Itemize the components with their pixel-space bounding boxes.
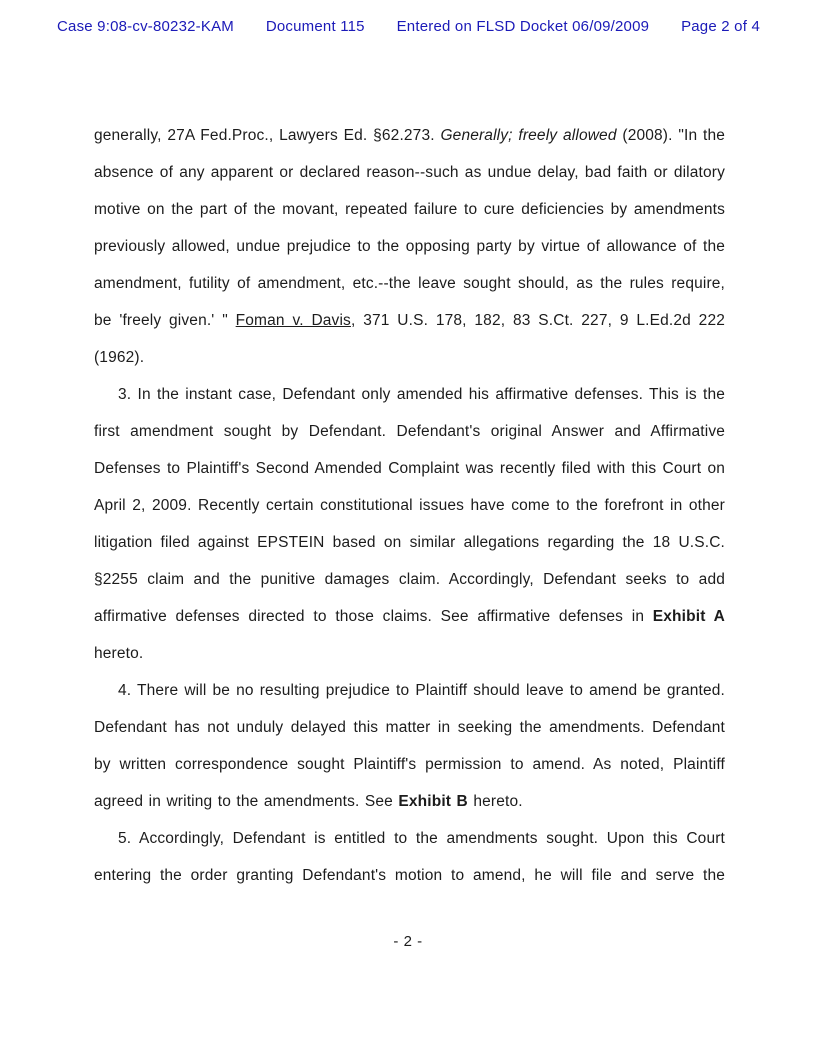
paragraph	[94, 672, 725, 820]
docket-entry-stamp: Entered on FLSD Docket 06/09/2009	[396, 18, 650, 35]
text-run-normal: 4. There will be no resulting prejudice to Plaintiff should leave to amend be granted. Defendant has not unduly delayed this matter in seeking the amendments. Defendant by written correspondence sought Plaintiff's permission to amend. As noted, Plaintiff agreed in writing to the amendments. See	[94, 682, 725, 810]
paragraph	[94, 117, 725, 376]
page-indicator: Page 2 of 4	[681, 18, 760, 35]
text-run-normal: (2008). "In the absence of any apparent or declared reason--such as undue delay, bad faith or dilatory motive on the part of the movant, repeated failure to cure deficiencies by amendments previously allowed, undue prejudice to the opposing party by virtue of allowance of the amendment, futility of amendment, etc.--the leave sought should, as the rules require, be 'freely given.' "	[94, 127, 726, 329]
text-run-normal: , 371 U.S. 178, 182, 83 S.Ct. 227, 9 L.Ed.2d 222 (1962).	[94, 312, 725, 366]
text-run-normal: 5. Accordingly, Defendant is entitled to the amendments sought. Upon this Court entering the order granting Defendant's motion to amend, he will file and serve the	[94, 830, 725, 884]
text-run-underline: Foman v. Davis	[235, 312, 351, 329]
document-number: Document 115	[265, 18, 365, 35]
case-number: Case 9:08-cv-80232-KAM	[57, 18, 234, 35]
paragraph	[94, 376, 725, 672]
text-run-bold: Exhibit A	[652, 608, 725, 625]
docket-header	[57, 18, 760, 35]
text-run-normal: generally, 27A Fed.Proc., Lawyers Ed. §62.273.	[94, 127, 441, 144]
text-run-bold: Exhibit B	[398, 793, 468, 810]
page-footer	[0, 933, 816, 950]
paragraph	[94, 820, 725, 894]
text-run-normal: 3. In the instant case, Defendant only amended his affirmative defenses. This is the first amendment sought by Defendant. Defendant's original Answer and Affirmative Defenses to Plaintiff's Second Amended Complaint was recently filed with this Court on April 2, 2009. Recently certain constitutional issues have come to the forefront in other litigation filed against EPSTEIN based on similar allegations regarding the 18 U.S.C. §2255 claim and the punitive damages claim. Accordingly, Defendant seeks to add affirmative defenses directed to those claims. See affirmative defenses in	[94, 386, 725, 625]
text-run-normal: hereto.	[94, 645, 144, 662]
footer-page-number: - 2 -	[393, 933, 423, 950]
document-body	[94, 117, 725, 894]
text-run-normal: hereto.	[467, 793, 523, 810]
text-run-italic: Generally; freely allowed	[440, 127, 617, 144]
